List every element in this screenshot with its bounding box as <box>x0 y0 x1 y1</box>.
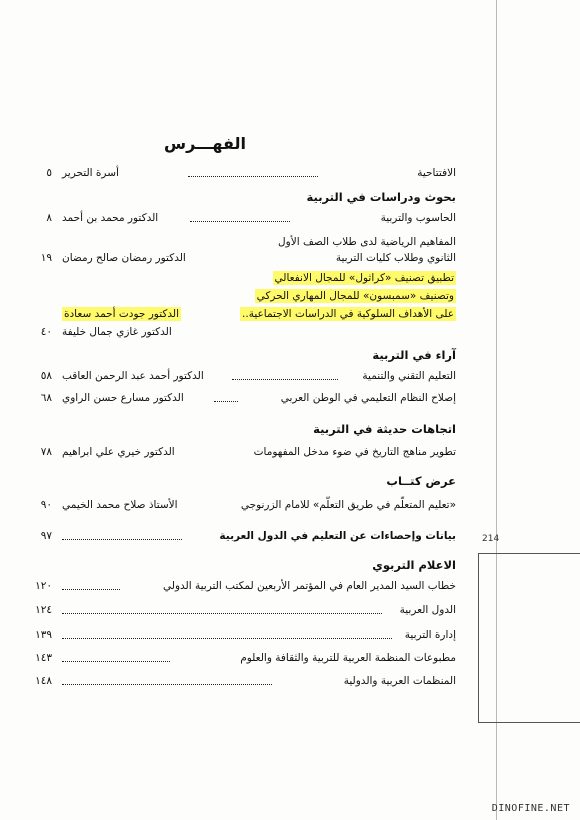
page-number: ٥٨ <box>40 370 52 382</box>
page-number: ١٢٤ <box>35 604 52 616</box>
page-number: ١٣٩ <box>35 629 52 641</box>
leader-dots <box>188 167 318 177</box>
entry-title: المنظمات العربية والدولية <box>343 675 456 687</box>
entry-title: خطاب السيد المدير العام في المؤتمر الأربعين لمكتب التربية الدولي <box>163 580 456 592</box>
page-number: ١٤٨ <box>35 675 52 687</box>
highlighted-text: على الأهداف السلوكية في الدراسات الاجتماعية.. <box>242 308 454 320</box>
entry-author: الدكتور مسارع حسن الراوي <box>62 392 184 404</box>
toc-entry-speech[interactable] <box>0 580 580 598</box>
entry-title: بيانات وإحصاءات عن التعليم في الدول العربية <box>219 530 456 542</box>
entry-title: الثانوي وطلاب كليات التربية <box>335 252 456 264</box>
toc-entry-edu-admin[interactable] <box>0 629 580 647</box>
highlighted-text: تطبيق تصنيف «كراثول» للمجال الانفعالي <box>274 272 454 284</box>
entry-author: الدكتور خيري علي ابراهيم <box>62 446 175 458</box>
section-heading-trends: اتجاهات حديثة في التربية <box>313 422 456 436</box>
adjacent-page-number: 214 <box>482 534 500 544</box>
page-number: ٨ <box>46 212 52 224</box>
page-number: ٩٠ <box>40 499 52 511</box>
leader-dots <box>62 604 382 614</box>
toc-entry-zarnouji[interactable] <box>0 499 580 517</box>
toc-entry-reform[interactable] <box>0 392 580 410</box>
entry-title: تطوير مناهج التاريخ في ضوء مدخل المفهومات <box>253 446 456 458</box>
leader-dots <box>62 652 170 662</box>
entry-author: الأستاذ صلاح محمد الخيمي <box>62 499 178 511</box>
page-number: ٥ <box>46 167 52 179</box>
leader-dots <box>62 530 182 540</box>
toc-entry-computer[interactable] <box>0 212 580 230</box>
entry-title-line: المفاهيم الرياضية لدى طلاب الصف الأول <box>278 236 456 248</box>
section-heading-media: الاعلام التربوي <box>372 558 456 572</box>
toc-entry-krathwohl[interactable] <box>0 308 580 326</box>
highlighted-text: وتصنيف «سمبسون» للمجال المهاري الحركي <box>256 290 454 302</box>
entry-author: الدكتور أحمد عبد الرحمن العاقب <box>62 370 204 382</box>
page-title: الفهـــرس <box>163 134 246 153</box>
highlighted-text: الدكتور جودت أحمد سعادة <box>64 308 180 320</box>
site-watermark: DINOFINE.NET <box>491 803 570 814</box>
toc-entry-opening[interactable] <box>0 167 580 185</box>
entry-author: الدكتور رمضان صالح رمضان <box>62 252 186 264</box>
leader-dots <box>62 675 272 685</box>
entry-title-line <box>255 290 456 302</box>
entry-title: الحاسوب والتربية <box>380 212 456 224</box>
toc-entry-stats[interactable] <box>0 530 580 548</box>
entry-title-line <box>273 272 456 284</box>
entry-title: الافتتاحية <box>417 167 456 179</box>
page-number: ٤٠ <box>40 326 52 338</box>
entry-title: التعليم التقني والتنمية <box>362 370 456 382</box>
entry-title <box>240 308 456 320</box>
entry-title: إصلاح النظام التعليمي في الوطن العربي <box>280 392 456 404</box>
toc-entry-krathwohl-author2[interactable] <box>0 326 580 344</box>
page-number: ١٤٣ <box>35 652 52 664</box>
leader-dots <box>62 580 120 590</box>
page-number: ٦٨ <box>40 392 52 404</box>
toc-entry-orgs[interactable] <box>0 675 580 693</box>
entry-author: الدكتور غازي جمال خليفة <box>62 326 172 338</box>
entry-author: الدكتور محمد بن أحمد <box>62 212 159 224</box>
leader-dots <box>190 212 290 222</box>
section-heading-research: بحوث ودراسات في التربية <box>306 190 456 204</box>
section-heading-opinions: آراء في التربية <box>372 348 456 362</box>
toc-entry-math[interactable] <box>0 252 580 270</box>
toc-entry-history[interactable] <box>0 446 580 464</box>
toc-entry-arab-states[interactable] <box>0 604 580 622</box>
page-number: ٩٧ <box>40 530 52 542</box>
leader-dots <box>214 392 238 402</box>
page-number: ١٩ <box>40 252 52 264</box>
entry-title: «تعليم المتعلّم في طريق التعلّم» للامام الزرنوجي <box>240 499 456 511</box>
leader-dots <box>232 370 338 380</box>
toc-entry-alecso[interactable] <box>0 652 580 670</box>
entry-title: الدول العربية <box>399 604 456 616</box>
section-heading-book-review: عرض كتــاب <box>386 474 456 488</box>
page-number: ٧٨ <box>40 446 52 458</box>
entry-title: إدارة التربية <box>404 629 456 641</box>
leader-dots <box>62 629 392 639</box>
page-number: ١٢٠ <box>35 580 52 592</box>
entry-title: مطبوعات المنظمة العربية للتربية والثقافة والعلوم <box>240 652 456 664</box>
entry-author: أسرة التحرير <box>62 167 119 179</box>
entry-author <box>62 308 181 320</box>
toc-entry-tech[interactable] <box>0 370 580 388</box>
